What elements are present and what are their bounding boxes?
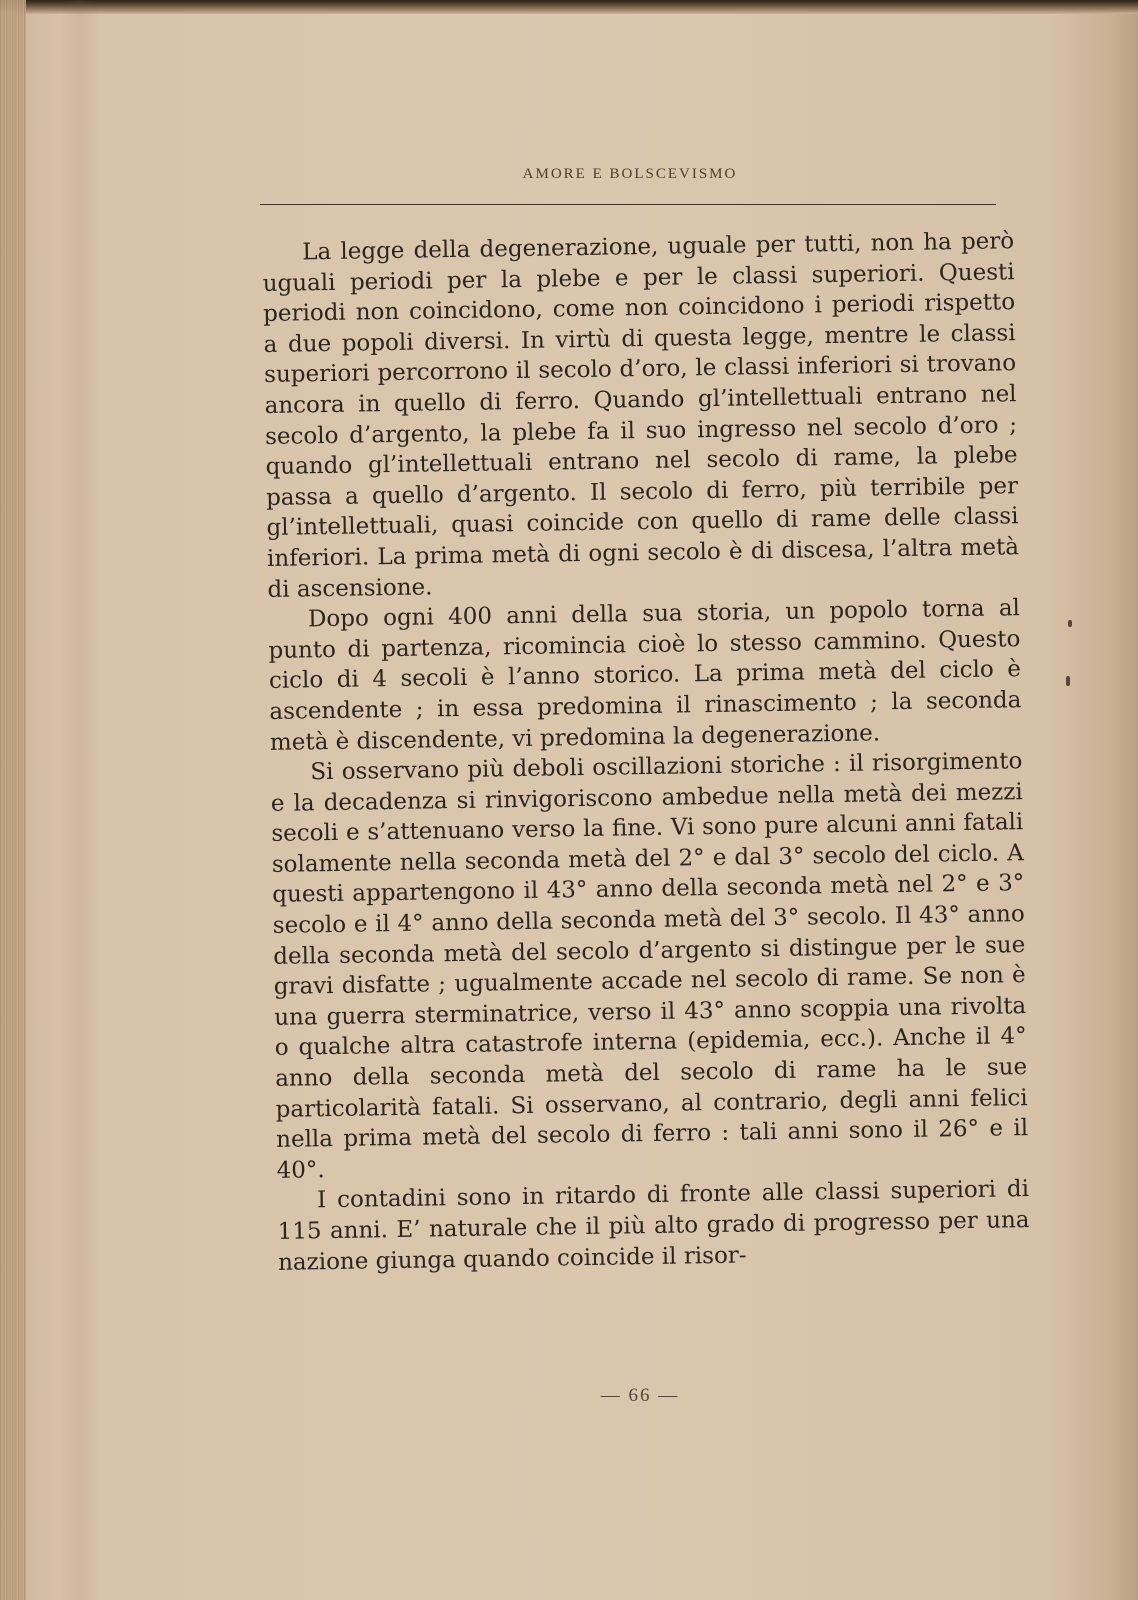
- page-fold-shadow: [60, 0, 100, 1600]
- page-stack-edge: [0, 0, 26, 1600]
- body-text: [262, 226, 1030, 1278]
- page-number: — 66 —: [600, 1385, 680, 1406]
- running-head: AMORE E BOLSCEVISMO: [522, 166, 738, 182]
- paragraph: Si osservano più deboli oscillazioni storiche : il risorgimento e la decadenza si rinvigoriscono ambedue nella metà dei mezzi secoli e s’attenuano verso la fine. Vi sono pure alcuni anni fatali solamente nella seconda metà del 2° e dal 3° secolo del ciclo. A questi appartengono il 43° anno della seconda metà nel 2° e 3° secolo e il 4° anno della seconda metà del 3° secolo. Il 43° anno della seconda metà del secolo d’argento si distingue per le sue gravi disfatte ; ugualmente accade nel secolo di rame. Se non è una guerra sterminatrice, verso il 43° anno scoppia una rivolta o qualche altra catastrofe interna (epidemia, ecc.). Anche il 4° anno della seconda metà del secolo di rame ha le sue particolarità fatali. Si osservano, al contrario, degli anni felici nella prima metà del secolo di ferro : tali anni sono il 26° e il 40°.: [270, 748, 1029, 1184]
- paragraph: La legge della degenerazione, uguale per tutti, non ha però uguali periodi per la plebe e per le classi superiori. Questi periodi non coincidono, come non coincidono i periodi rispetto a due popoli diversi. In virtù di questa legge, mentre le classi superiori percorrono il secolo d’oro, le classi inferiori si trovano ancora in quello di ferro. Quando gl’intellettuali entrano nel secolo d’argento, la plebe fa il suo ingresso nel secolo d’oro ; quando gl’intellettuali entrano nel secolo di rame, la plebe passa a quello d’argento. Il secolo di ferro, più terribile per gl’intellettuali, quasi coincide con quello di rame delle classi inferiori. La prima metà di ogni secolo è di discesa, l’altra metà di ascensione.: [262, 228, 1020, 603]
- header-rule: [260, 204, 996, 205]
- page-top-edge: [0, 0, 1138, 14]
- ink-speck: [1068, 620, 1072, 627]
- paragraph: Dopo ogni 400 anni della sua storia, un popolo torna al punto di partenza, ricomincia cioè lo stesso cammino. Questo ciclo di 4 secoli è l’anno storico. La prima metà del ciclo è ascendente ; in essa predomina il rinascimento ; la seconda metà è discendente, vi predomina la degenerazione.: [268, 595, 1022, 756]
- ink-speck: [1066, 676, 1070, 686]
- paragraph: I contadini sono in ritardo di fronte alle classi superiori di 115 anni. E’ naturale che il più alto grado di progresso per una nazione giunga quando coincide il risor-: [277, 1176, 1030, 1276]
